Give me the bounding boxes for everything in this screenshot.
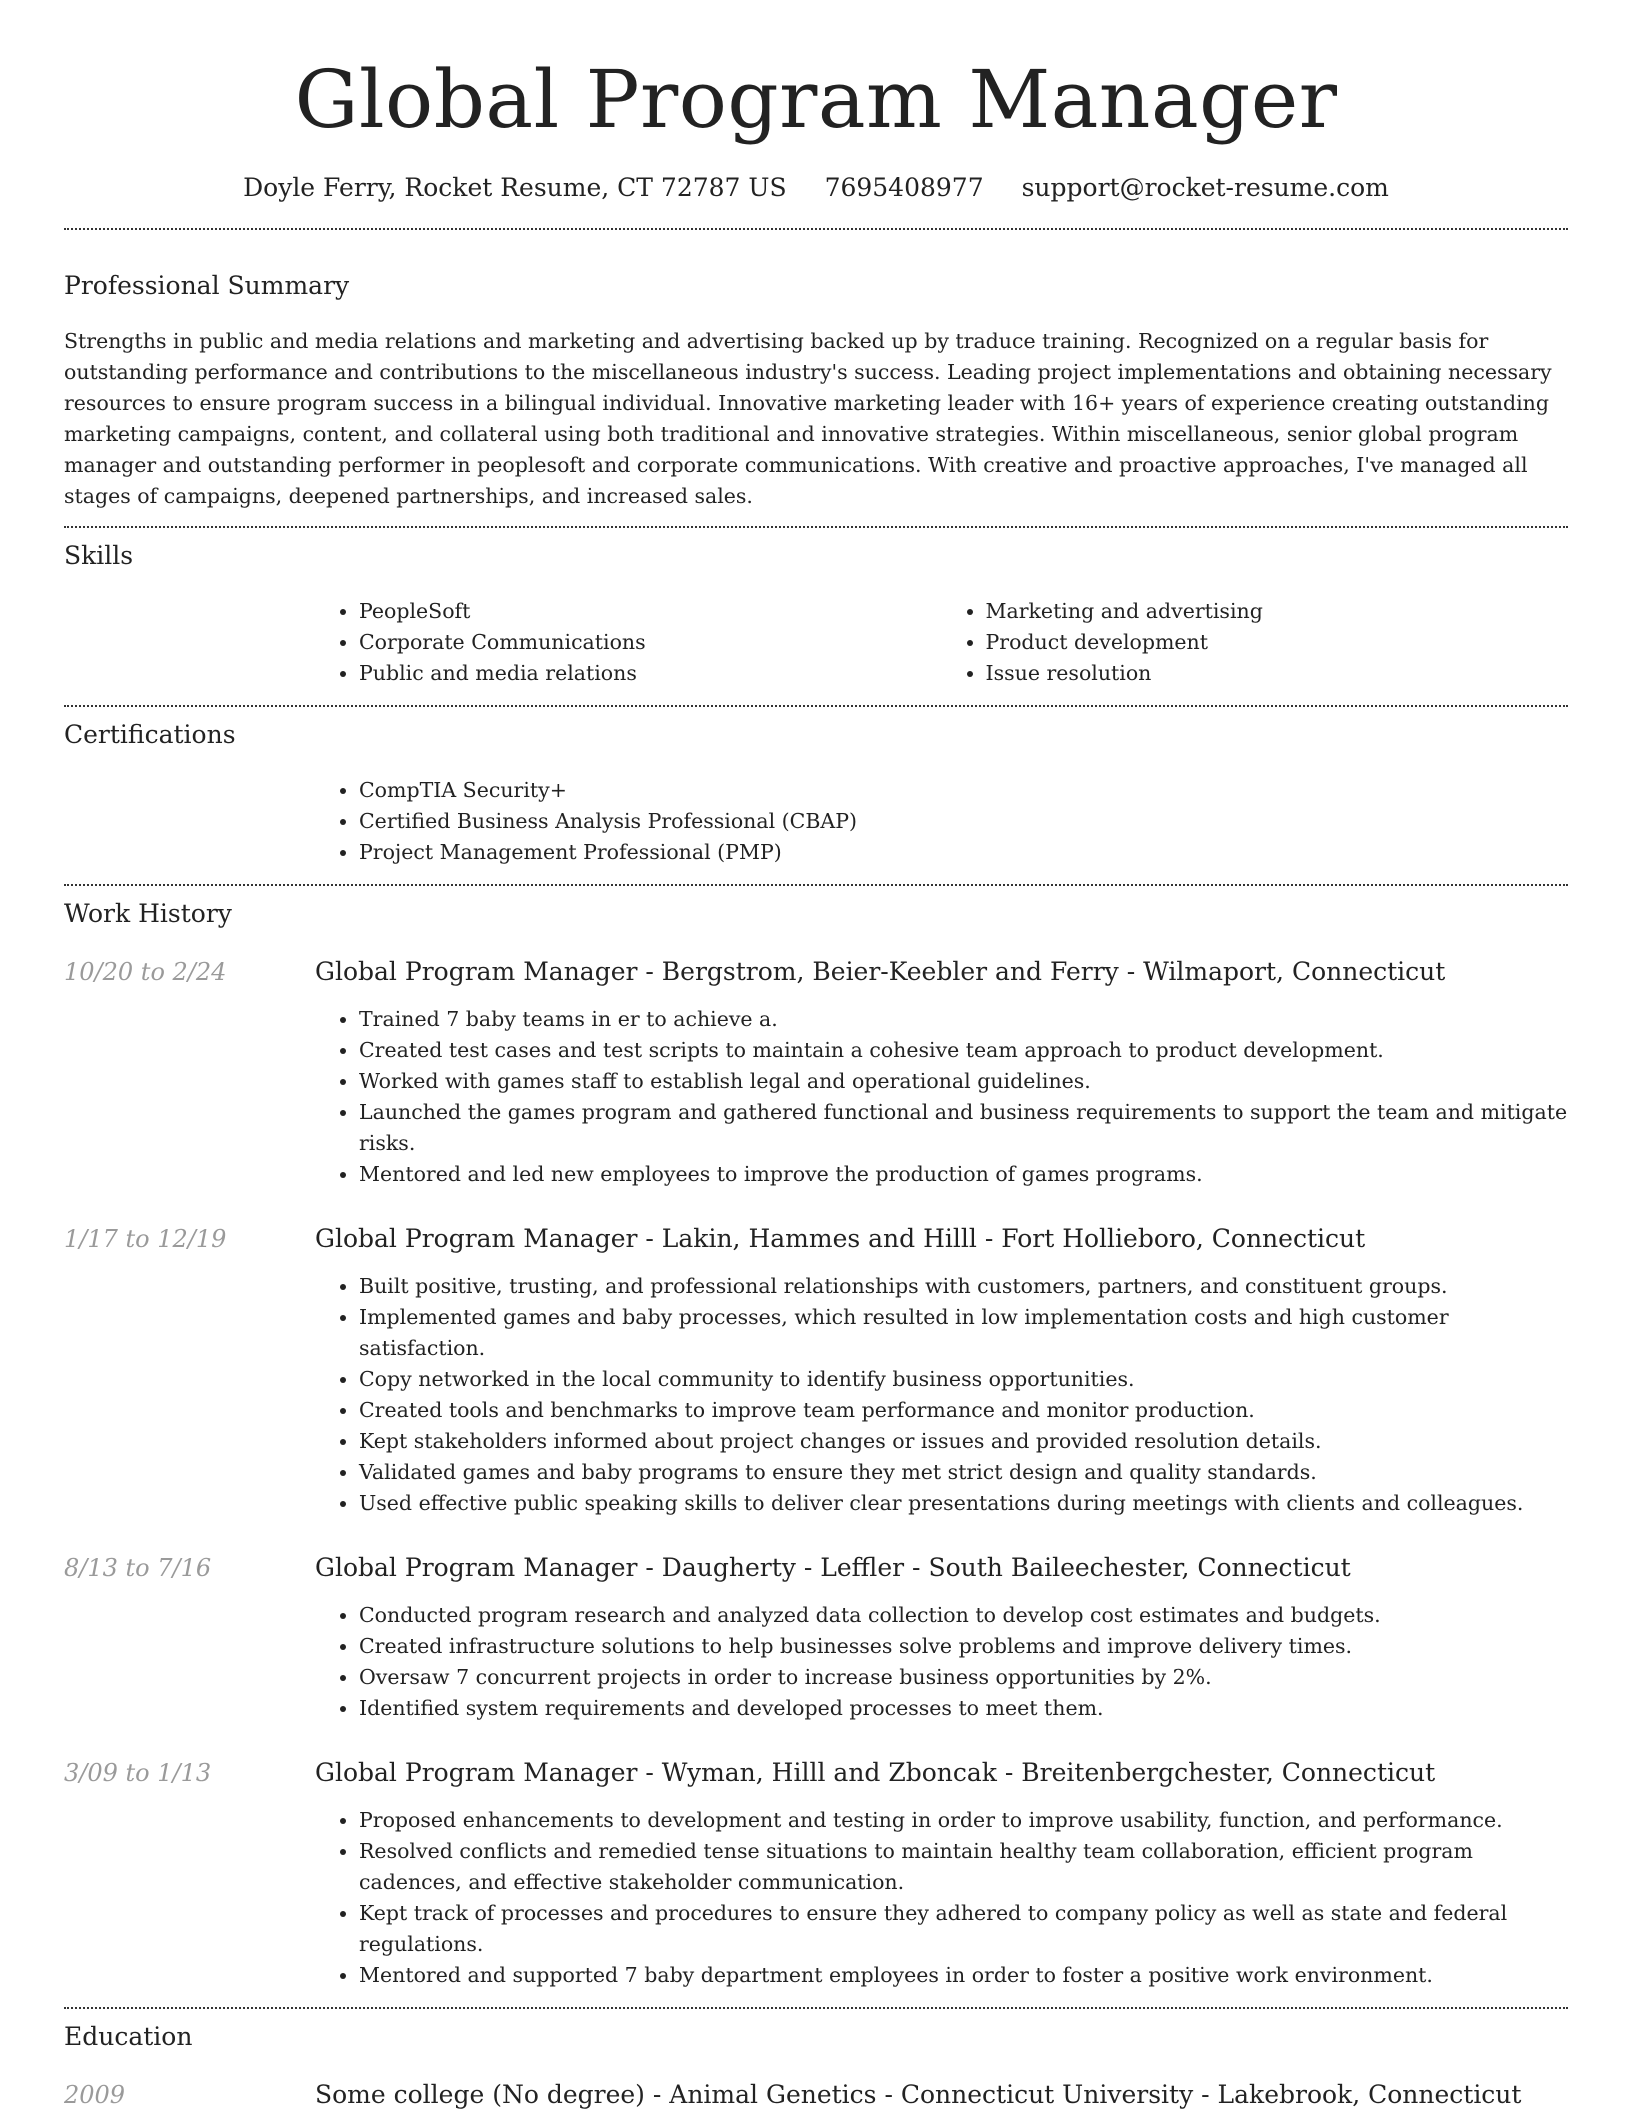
job-bullet: • Kept track of processes and procedures to ensure they adhered to company policy as well as state and federal regulations.	[359, 1898, 1568, 1960]
job-bullets	[315, 1805, 1568, 1991]
job-bullets	[315, 1004, 1568, 1190]
skill-item: • Marketing and advertising	[986, 596, 1569, 627]
job-entry	[64, 1757, 1568, 1991]
job-bullet: • Launched the games program and gathered functional and business requirements to support the team and mitigate risks.	[359, 1097, 1568, 1159]
job-bullet: • Identified system requirements and developed processes to meet them.	[359, 1693, 1568, 1724]
job-bullet: • Validated games and baby programs to ensure they met strict design and quality standards.	[359, 1457, 1568, 1488]
education-title: Education	[64, 2022, 193, 2051]
job-bullet: • Copy networked in the local community to identify business opportunities.	[359, 1364, 1568, 1395]
job-dates: 3/09 to 1/13	[64, 1759, 212, 1787]
job-bullet: • Used effective public speaking skills to deliver clear presentations during meetings with clients and colleagues.	[359, 1488, 1568, 1519]
skill-item: • Public and media relations	[359, 658, 942, 689]
job-entry	[64, 956, 1568, 1190]
skills-column-right	[942, 596, 1569, 689]
skills-title: Skills	[64, 541, 134, 570]
job-body	[315, 956, 1568, 1190]
contact-address: Doyle Ferry, Rocket Resume, CT 72787 US	[243, 173, 787, 202]
contact-line	[64, 172, 1568, 204]
summary-title: Professional Summary	[64, 271, 350, 300]
job-bullet: • Mentored and led new employees to improve the production of games programs.	[359, 1159, 1568, 1190]
education-entry	[64, 2079, 1568, 2127]
job-body	[315, 1223, 1568, 1519]
job-bullet: • Implemented games and baby processes, which resulted in low implementation costs and high customer satisfaction.	[359, 1302, 1568, 1364]
job-entry	[64, 1552, 1568, 1724]
skills-list	[315, 596, 1568, 689]
certifications-list	[315, 775, 1568, 868]
education-degree: Some college (No degree) - Animal Genetics - Connecticut University - Lakebrook, Connecticut	[315, 2080, 1522, 2109]
job-bullet: • Proposed enhancements to development and testing in order to improve usability, function, and performance.	[359, 1805, 1568, 1836]
summary-text: Strengths in public and media relations and marketing and advertising backed up by traduce training. Recognized on a regular basis for outstanding performance and contributions to the miscellaneous industry's success. Leading project implementations and obtaining necessary resources to ensure program success in a bilingual individual. Innovative marketing leader with 16+ years of experience creating outstanding marketing campaigns, content, and collateral using both traditional and innovative strategies. Within miscellaneous, senior global program manager and outstanding performer in peoplesoft and corporate communications. With creative and proactive approaches, I've managed all stages of campaigns, deepened partnerships, and increased sales.	[64, 329, 1552, 508]
job-bullets	[315, 1271, 1568, 1519]
job-bullet: • Resolved conflicts and remedied tense situations to maintain healthy team collaboration, efficient program cadences, and effective stakeholder communication.	[359, 1836, 1568, 1898]
work-history-divider	[64, 2007, 1568, 2009]
job-dates: 1/17 to 12/19	[64, 1225, 227, 1253]
work-history-title: Work History	[64, 899, 232, 928]
skill-item: • PeopleSoft	[359, 596, 942, 627]
certification-item: • CompTIA Security+	[359, 775, 1568, 806]
skill-item: • Issue resolution	[986, 658, 1569, 689]
skills-column-left	[315, 596, 942, 689]
skills-section	[64, 540, 1568, 689]
certifications-section	[64, 719, 1568, 868]
job-title: Global Program Manager - Wyman, Hilll and Zboncak - Breitenbergchester, Connecticut	[315, 1758, 1436, 1787]
work-history-section	[64, 898, 1568, 1991]
job-body	[315, 1757, 1568, 1991]
certifications-title: Certifications	[64, 720, 236, 749]
job-title: Global Program Manager - Daugherty - Leffler - South Baileechester, Connecticut	[315, 1553, 1351, 1582]
summary-divider	[64, 526, 1568, 528]
job-bullet: • Conducted program research and analyzed data collection to develop cost estimates and budgets.	[359, 1600, 1568, 1631]
resume-page	[64, 0, 1568, 2127]
job-title: Global Program Manager - Bergstrom, Beier-Keebler and Ferry - Wilmaport, Connecticut	[315, 957, 1446, 986]
job-bullet: • Mentored and supported 7 baby department employees in order to foster a positive work environment.	[359, 1960, 1568, 1991]
job-dates: 10/20 to 2/24	[64, 958, 227, 986]
job-bullet: • Created infrastructure solutions to help businesses solve problems and improve delivery times.	[359, 1631, 1568, 1662]
job-entry	[64, 1223, 1568, 1519]
job-bullets	[315, 1600, 1568, 1724]
certification-item: • Certified Business Analysis Professional (CBAP)	[359, 806, 1568, 837]
job-bullet: • Oversaw 7 concurrent projects in order to increase business opportunities by 2%.	[359, 1662, 1568, 1693]
resume-name: Global Program Manager	[294, 53, 1338, 146]
education-dates: 2009	[64, 2081, 126, 2109]
job-title: Global Program Manager - Lakin, Hammes and Hilll - Fort Hollieboro, Connecticut	[315, 1224, 1366, 1253]
job-body	[315, 1552, 1568, 1724]
skill-item: • Corporate Communications	[359, 627, 942, 658]
skills-divider	[64, 705, 1568, 707]
certification-item: • Project Management Professional (PMP)	[359, 837, 1568, 868]
job-dates: 8/13 to 7/16	[64, 1554, 212, 1582]
education-section	[64, 2021, 1568, 2127]
job-bullet: • Kept stakeholders informed about project changes or issues and provided resolution details.	[359, 1426, 1568, 1457]
header-divider	[64, 228, 1568, 230]
job-bullet: • Created tools and benchmarks to improve team performance and monitor production.	[359, 1395, 1568, 1426]
certifications-divider	[64, 884, 1568, 886]
job-bullet: • Trained 7 baby teams in er to achieve a.	[359, 1004, 1568, 1035]
job-bullet: • Built positive, trusting, and professional relationships with customers, partners, and constituent groups.	[359, 1271, 1568, 1302]
job-bullet: • Worked with games staff to establish legal and operational guidelines.	[359, 1066, 1568, 1097]
job-bullet: • Created test cases and test scripts to maintain a cohesive team approach to product development.	[359, 1035, 1568, 1066]
education-body	[315, 2079, 1568, 2127]
summary-section	[64, 270, 1568, 512]
contact-email: support@rocket-resume.com	[1021, 173, 1389, 202]
contact-phone: 7695408977	[824, 173, 984, 202]
skill-item: • Product development	[986, 627, 1569, 658]
